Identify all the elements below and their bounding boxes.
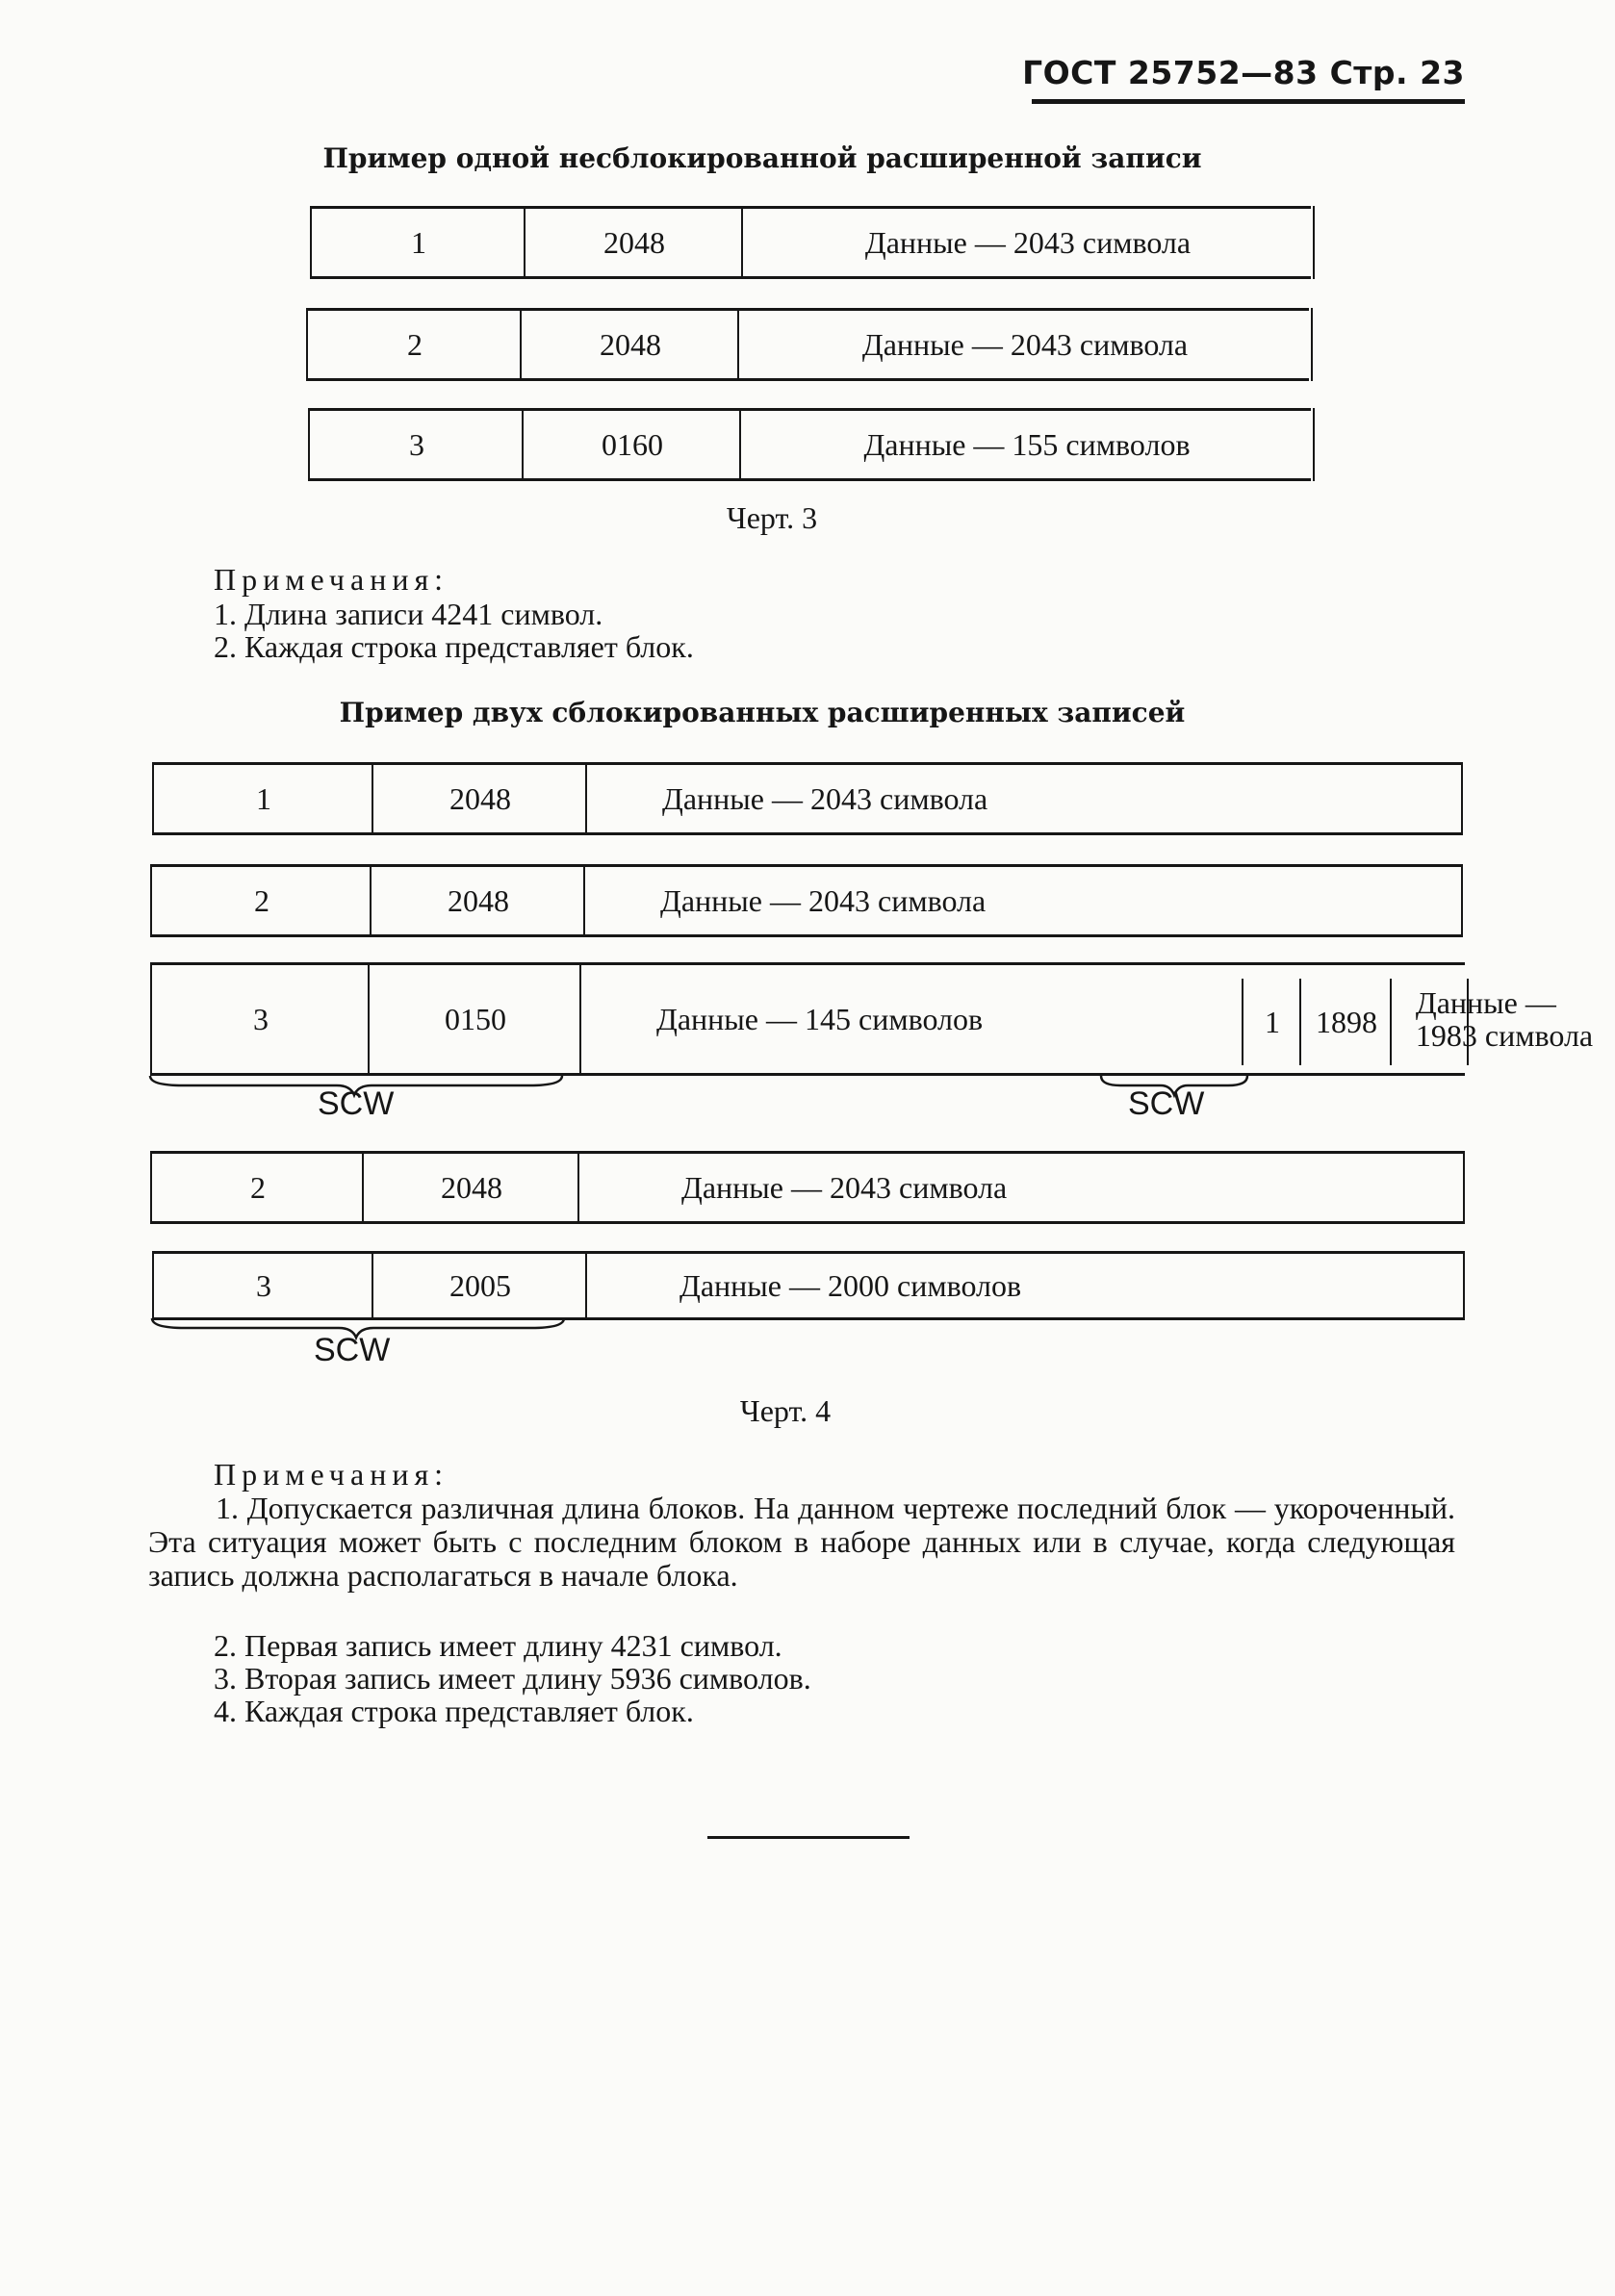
fig4-caption: Черт. 4 <box>739 1393 832 1428</box>
block-data: Данные — 2000 символов <box>585 1251 1465 1320</box>
block-length: 2048 <box>524 206 743 279</box>
block-length: 2048 <box>370 864 585 937</box>
fig4-block-2 <box>150 864 1463 937</box>
notes3-heading: Примечания: <box>214 562 449 597</box>
page-header: ГОСТ 25752—83 Стр. 23 <box>1022 54 1465 91</box>
block-length: 2048 <box>362 1151 579 1224</box>
block-number: 3 <box>308 408 524 481</box>
block-number: 1 <box>310 206 526 279</box>
second-record-number: 1 <box>1242 979 1301 1065</box>
fig3-title: Пример одной несблокированной расширенной записи <box>322 142 1202 174</box>
scw-label-3: SCW <box>314 1332 391 1368</box>
second-record-data-line2: 1983 символа <box>1415 1018 1594 1053</box>
block-length: 2005 <box>372 1251 587 1320</box>
second-record-data-line1: Данные — <box>1415 985 1556 1020</box>
second-record-data <box>1394 962 1615 1076</box>
block-data: Данные — 2043 символа <box>585 762 1463 835</box>
notes4-item: 3. Вторая запись имеет длину 5936 символов. <box>214 1661 811 1696</box>
block-number: 3 <box>152 1251 373 1320</box>
notes3-item: 1. Длина записи 4241 символ. <box>214 597 603 631</box>
notes4-item: 4. Каждая строка представляет блок. <box>214 1694 694 1728</box>
block-data: Данные — 2043 символа <box>577 1151 1465 1224</box>
block-data: Данные — 2043 символа <box>583 864 1463 937</box>
block-length: 2048 <box>372 762 587 835</box>
notes3-item: 2. Каждая строка представляет блок. <box>214 629 694 664</box>
block-number: 2 <box>150 864 372 937</box>
fig3-caption: Черт. 3 <box>726 500 818 535</box>
block-length: 0160 <box>522 408 741 481</box>
fig4-block-1 <box>152 762 1463 835</box>
block-data: Данные — 145 символов <box>579 962 1242 1076</box>
scw-label-1: SCW <box>318 1085 395 1122</box>
notes4-item: 2. Первая запись имеет длину 4231 символ. <box>214 1628 782 1663</box>
block-length: 0150 <box>368 962 581 1076</box>
scw-label-2: SCW <box>1128 1085 1205 1122</box>
header-rule <box>1032 99 1465 104</box>
fig4-title: Пример двух сблокированных расширенных записей <box>339 697 1186 728</box>
notes4-item-1: 1. Допускается различная длина блоков. На данном чертеже последний блок — укороченный. Эта ситуация может быть с последним блоком в наборе данных или в случае, когда следующая запись должна располагаться в начале блока. <box>148 1491 1455 1593</box>
block-data: Данные — 2043 символа <box>741 206 1315 279</box>
fig4-block-5 <box>152 1251 1465 1320</box>
second-record-length: 1898 <box>1299 979 1392 1065</box>
block-data: Данные — 155 символов <box>739 408 1315 481</box>
block-length: 2048 <box>520 308 739 381</box>
fig4-block-4 <box>150 1151 1465 1224</box>
block-number: 2 <box>150 1151 364 1224</box>
fig4-block-3 <box>150 962 1594 1076</box>
fig3-block-3 <box>308 408 1311 481</box>
block-number: 1 <box>152 762 373 835</box>
fig3-block-1 <box>310 206 1311 279</box>
block-number: 2 <box>306 308 522 381</box>
notes4-heading: Примечания: <box>214 1457 449 1492</box>
end-rule <box>707 1836 910 1839</box>
fig3-block-2 <box>306 308 1309 381</box>
block-number: 3 <box>150 962 370 1076</box>
block-data: Данные — 2043 символа <box>737 308 1313 381</box>
